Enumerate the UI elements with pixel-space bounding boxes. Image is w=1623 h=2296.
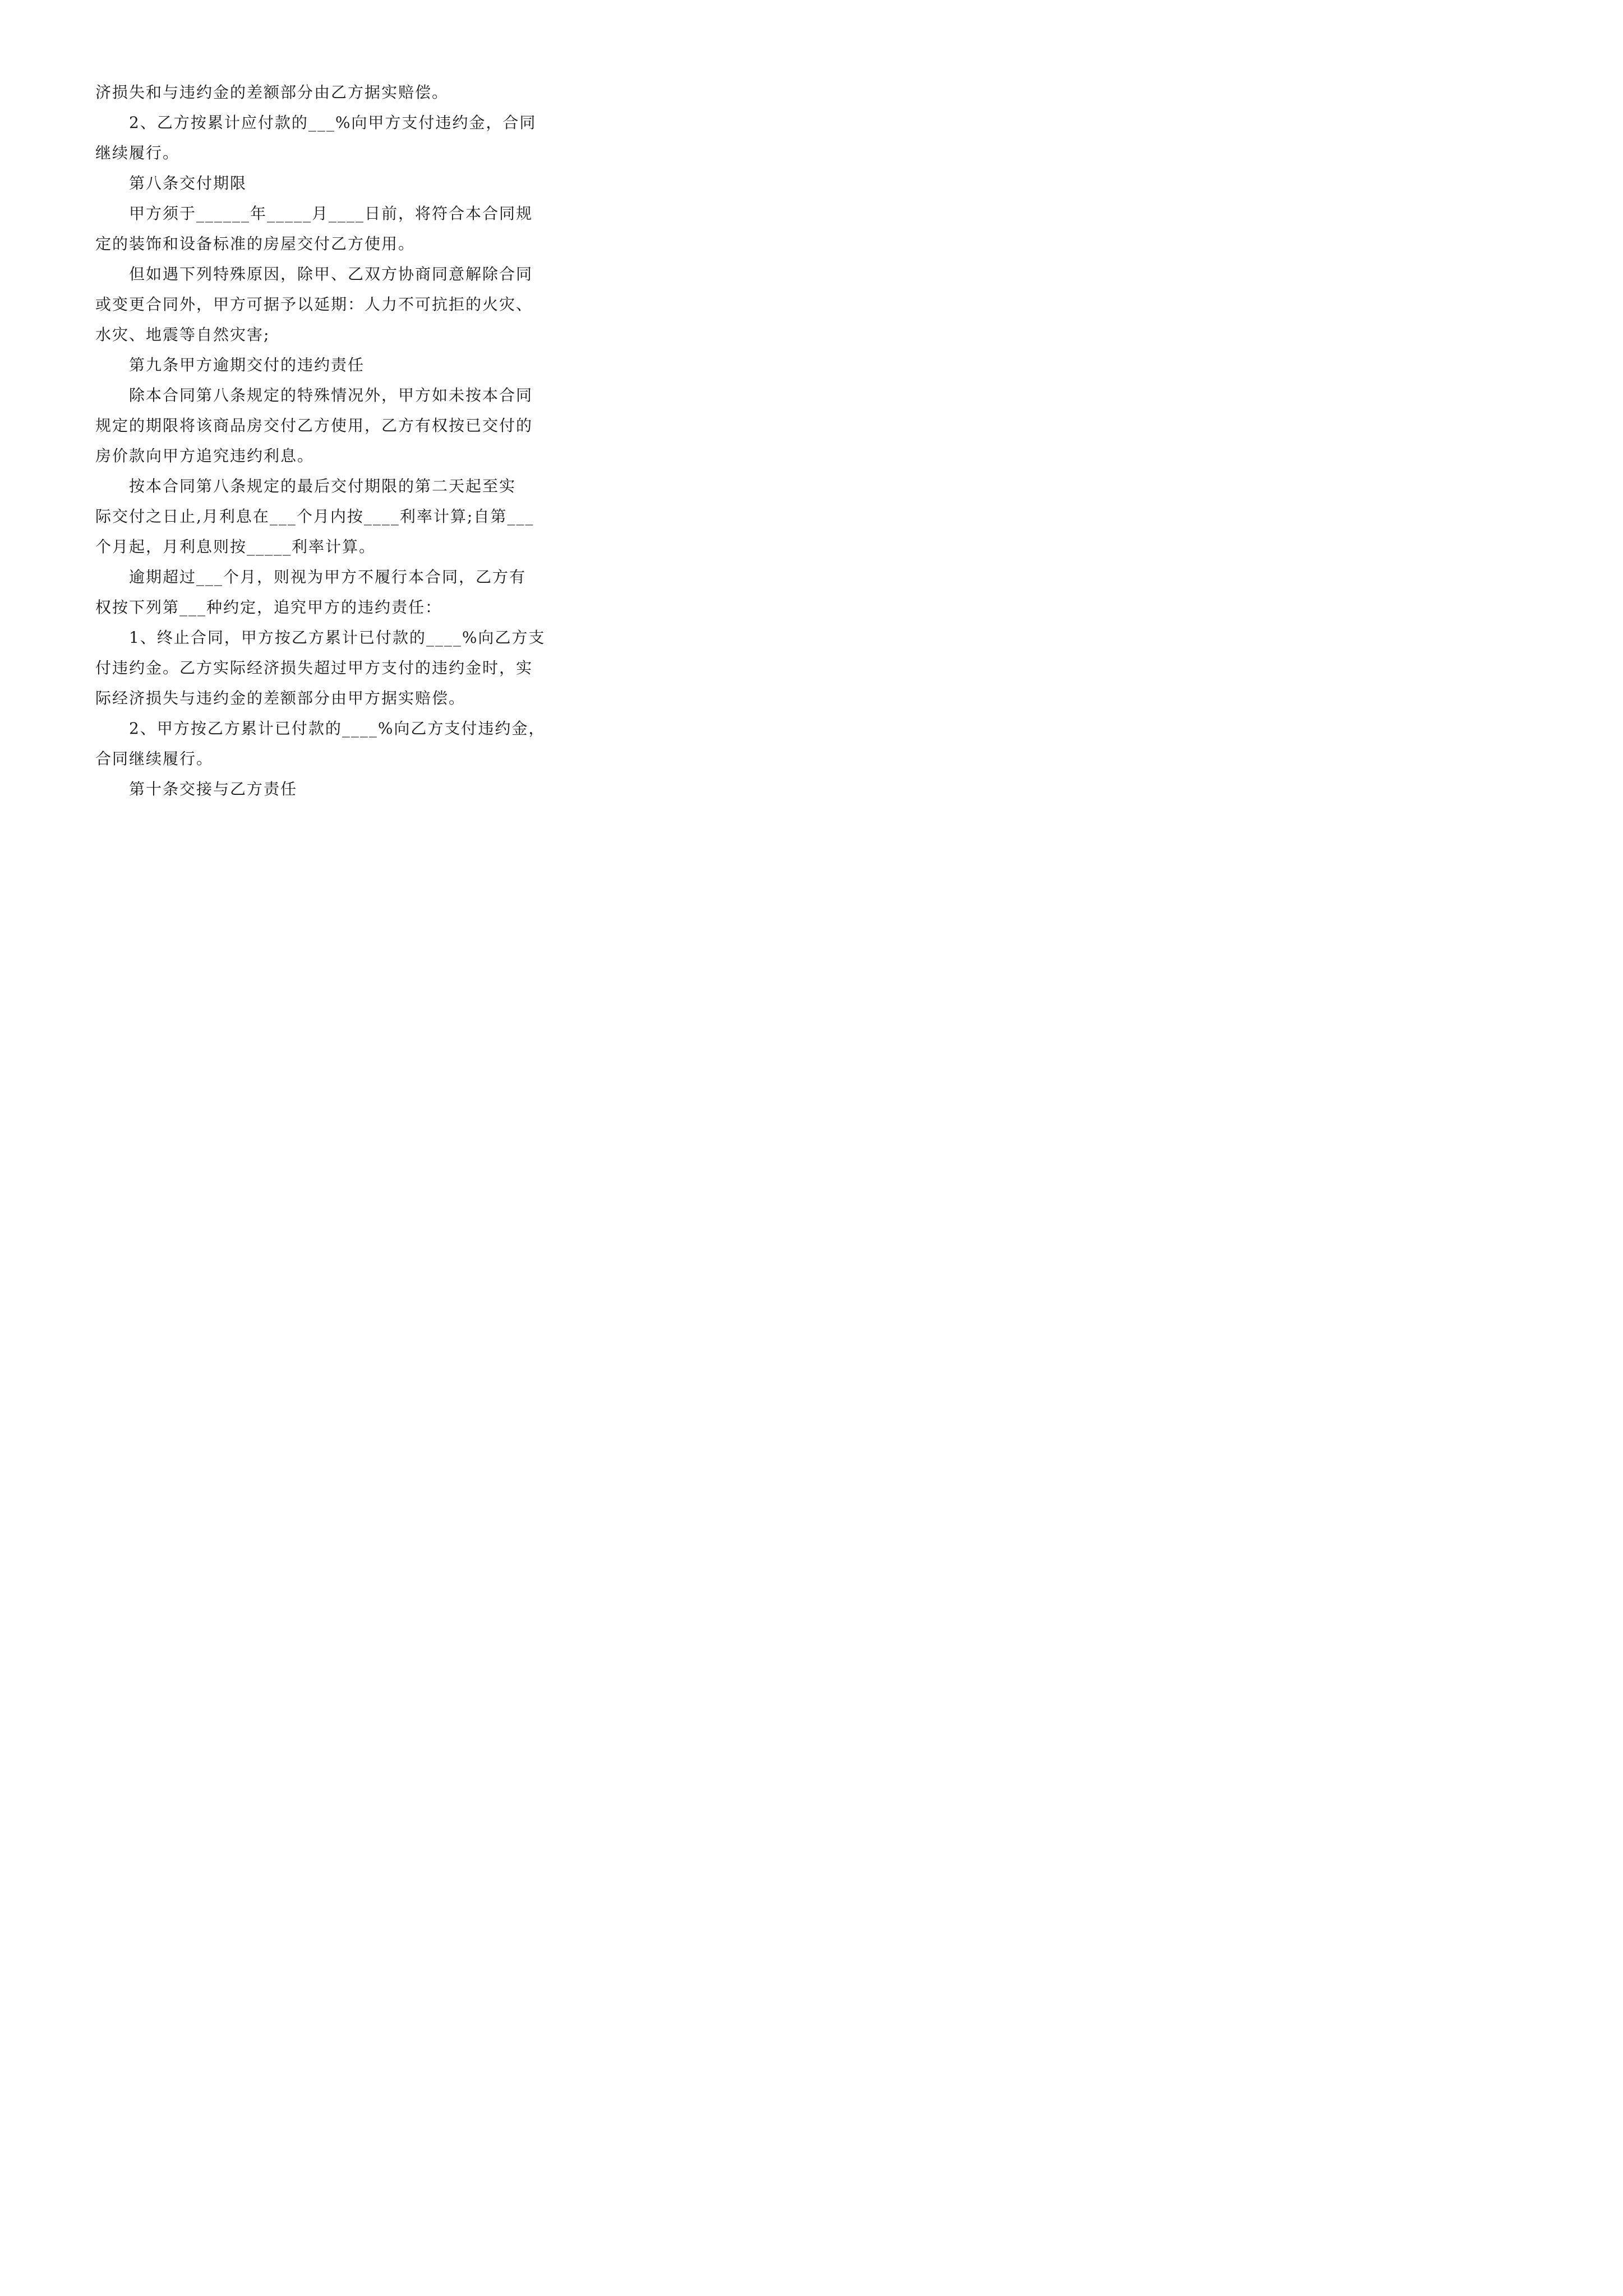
section-heading: 第九条甲方逾期交付的违约责任 [129, 356, 365, 374]
body-text-line: 除本合同第八条规定的特殊情况外，甲方如未按本合同 [129, 386, 533, 404]
body-text-line: 济损失和与违约金的差额部分由乙方据实赔偿。 [95, 83, 449, 102]
body-text-line: 房价款向甲方追究违约利息。 [95, 447, 315, 465]
body-text-line: 规定的期限将该商品房交付乙方使用，乙方有权按已交付的 [95, 416, 533, 435]
body-text-line: 合同继续履行。 [95, 749, 214, 768]
body-text-line: 个月起，月利息则按_____利率计算。 [95, 537, 376, 556]
body-text-line: 定的装饰和设备标准的房屋交付乙方使用。 [95, 234, 416, 253]
body-text-line: 际经济损失与违约金的差额部分由甲方据实赔偿。 [95, 689, 466, 707]
body-text-line: 继续履行。 [95, 144, 180, 162]
body-text-line: 际交付之日止,月利息在___个月内按____利率计算;自第___ [95, 507, 534, 526]
section-heading: 第八条交付期限 [129, 174, 247, 192]
clause-item-line: 1、终止合同，甲方按乙方累计已付款的____%向乙方支 [129, 628, 546, 647]
body-text-line: 但如遇下列特殊原因，除甲、乙双方协商同意解除合同 [129, 265, 533, 283]
body-text-line: 逾期超过___个月，则视为甲方不履行本合同，乙方有 [129, 568, 527, 586]
clause-item-line: 2、乙方按累计应付款的___%向甲方支付违约金，合同 [129, 113, 537, 132]
body-text-line: 或变更合同外，甲方可据予以延期：人力不可抗拒的火灾、 [95, 295, 533, 314]
body-text-line: 按本合同第八条规定的最后交付期限的第二天起至实 [129, 477, 517, 495]
document-page [0, 0, 619, 876]
body-text-line: 权按下列第___种约定，追究甲方的违约责任： [95, 598, 442, 616]
body-text-line: 水灾、地震等自然灾害; [95, 325, 270, 344]
section-heading: 第十条交接与乙方责任 [129, 780, 298, 798]
body-text-line: 付违约金。乙方实际经济损失超过甲方支付的违约金时，实 [95, 659, 533, 677]
clause-item-line: 2、甲方按乙方累计已付款的____%向乙方支付违约金， [129, 719, 546, 738]
body-text-line: 甲方须于______年_____月____日前，将符合本合同规 [129, 204, 533, 223]
